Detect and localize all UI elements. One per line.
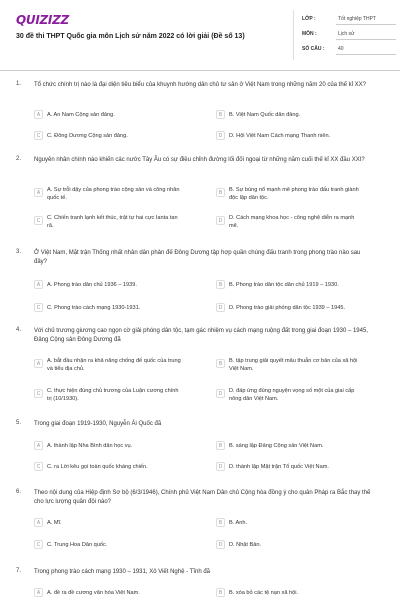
option-text: D. đáp ứng đúng nguyện vọng số một của giai cấp nông dân Việt Nam.: [229, 388, 355, 402]
meta-subject: [302, 31, 396, 43]
header-divider: [293, 10, 294, 60]
option-text: A. An Nam Cộng sản đảng.: [47, 112, 115, 118]
question-number: 4.: [16, 327, 22, 333]
option-letter: C: [34, 131, 43, 140]
option-text: C. ra Lời kêu gọi toàn quốc kháng chiến.: [47, 464, 148, 470]
option-letter: C: [34, 216, 43, 225]
meta-subject-value: Lịch sử: [338, 31, 355, 37]
question-text: Tổ chức chính trị nào là đại diện tiêu biểu của khuynh hướng dân chủ tư sản ở Việt Nam trong những năm 20 của thế kỉ XX?: [34, 82, 367, 88]
option-letter: A: [34, 280, 43, 289]
question-number: 7.: [16, 568, 22, 574]
option-text: B. sáng lập Đảng Cộng sản Việt Nam.: [229, 443, 324, 449]
option-text: A. Phong trào dân chủ 1936 – 1939.: [47, 282, 137, 288]
option-text: C. thực hiện đúng chủ trương của Luận cương chính trị (10/1930).: [47, 388, 179, 402]
option-text: D. Phong trào giải phóng dân tộc 1939 – 1945.: [229, 305, 346, 311]
question-number: 5.: [16, 420, 22, 426]
question-text: Trong phong trào cách mạng 1930 – 1931, Xô Viết Nghệ - Tĩnh đã: [34, 569, 211, 575]
meta-underline: [336, 24, 396, 25]
option-letter: C: [34, 462, 43, 471]
option-letter: B: [216, 441, 225, 450]
option-letter: A: [34, 188, 43, 197]
option-letter: A: [34, 588, 43, 597]
header-rule: [0, 70, 400, 71]
option-text: D. Hội Việt Nam Cách mạng Thanh niên.: [229, 133, 331, 139]
question-number: 1.: [16, 81, 22, 87]
option-letter: D: [216, 462, 225, 471]
quizizz-logo: QUIZIZZ: [16, 13, 69, 27]
option-text: C. Trung Hoa Dân quốc.: [47, 542, 108, 548]
option-text: D. Nhật Bản.: [229, 542, 262, 548]
option-text: A. Sự trỗi dậy của phong trào cộng sản và công nhân quốc tế.: [47, 187, 180, 201]
option-text: B. Việt Nam Quốc dân đảng.: [229, 112, 301, 118]
option-text: C. Phong trào cách mạng 1930-1931.: [47, 305, 141, 311]
option-text: B. Anh.: [229, 520, 248, 526]
option-text: A. Mĩ.: [47, 520, 62, 526]
meta-class-key: LỚP :: [302, 16, 316, 22]
option-letter: C: [34, 540, 43, 549]
meta-class-value: Tốt nghiệp THPT: [338, 16, 376, 22]
option-letter: D: [216, 389, 225, 398]
meta-count: [302, 46, 396, 58]
option-letter: C: [34, 389, 43, 398]
option-letter: B: [216, 110, 225, 119]
option-letter: B: [216, 280, 225, 289]
option-letter: D: [216, 216, 225, 225]
option-letter: A: [34, 441, 43, 450]
question-text: Ở Việt Nam, Mặt trận Thống nhất nhân dân phản đế Đông Dương tập hợp quần chúng đấu tranh trong phong trào nào sau đây?: [34, 250, 361, 265]
option-text: A. bắt đầu nhận ra khả năng chống đế quốc của trung và tiểu địa chủ.: [47, 358, 181, 372]
question-number: 3.: [16, 249, 22, 255]
option-text: B. Sự bùng nổ mạnh mẽ phong trào đấu tranh giành độc lập dân tộc.: [229, 187, 359, 201]
option-letter: A: [34, 518, 43, 527]
option-text: D. Cách mạng khoa học - công nghệ diễn ra mạnh mẽ.: [229, 215, 355, 229]
question-number: 2.: [16, 156, 22, 162]
header: [0, 0, 400, 66]
option-letter: B: [216, 188, 225, 197]
option-text: A. thành lập Nha Bình dân học vụ.: [47, 443, 133, 449]
option-letter: D: [216, 131, 225, 140]
option-letter: D: [216, 303, 225, 312]
option-text: B. Phong trào dân tộc dân chủ 1919 – 1930.: [229, 282, 339, 288]
option-text: C. Đông Dương Cộng sản đảng.: [47, 133, 128, 139]
meta-underline: [336, 39, 396, 40]
option-text: B. xóa bỏ các tệ nạn xã hội.: [229, 590, 299, 596]
meta-count-value: 40: [338, 46, 344, 52]
option-letter: B: [216, 518, 225, 527]
question-text: Theo nội dung của Hiệp định Sơ bộ (6/3/1946), Chính phủ Việt Nam Dân chủ Cộng hòa đồng ý cho quân Pháp ra Bắc thay thế cho lực lượng quân đội nào?: [34, 490, 371, 505]
option-letter: A: [34, 110, 43, 119]
meta-class: [302, 16, 396, 28]
option-text: C. Chiến tranh lạnh kết thúc, trật tự hai cực Ianta tan rã.: [47, 215, 178, 229]
meta-count-key: SỐ CÂU :: [302, 46, 325, 52]
option-text: A. đề ra đề cương văn hóa Việt Nam.: [47, 590, 140, 596]
question-text: Nguyên nhân chính nào khiến các nước Tây Âu có sự điều chỉnh đường lối đối ngoại từ những năm cuối thế kỉ XX đầu XXI?: [34, 157, 365, 163]
option-text: D. thành lập Mặt trận Tổ quốc Việt Nam.: [229, 464, 329, 470]
option-letter: A: [34, 359, 43, 368]
question-text: Với chủ trương giương cao ngọn cờ giải phóng dân tộc, tạm gác nhiệm vụ cách mạng ruộng đất trong giai đoạn 1930 – 1945, Đảng Cộng sản Đông Dương đã: [34, 328, 368, 343]
option-letter: C: [34, 303, 43, 312]
option-text: B. tập trung giải quyết mâu thuẫn cơ bản của xã hội Việt Nam.: [229, 358, 358, 372]
meta-subject-key: MÔN :: [302, 31, 317, 37]
question-number: 6.: [16, 489, 22, 495]
document-title: 30 đề thi THPT Quốc gia môn Lịch sử năm 2022 có lời giải (Đề số 13): [16, 33, 245, 40]
option-letter: B: [216, 359, 225, 368]
option-letter: B: [216, 588, 225, 597]
option-letter: D: [216, 540, 225, 549]
question-text: Trong giai đoạn 1919-1930, Nguyễn Ái Quốc đã: [34, 421, 162, 427]
meta-underline: [336, 54, 396, 55]
